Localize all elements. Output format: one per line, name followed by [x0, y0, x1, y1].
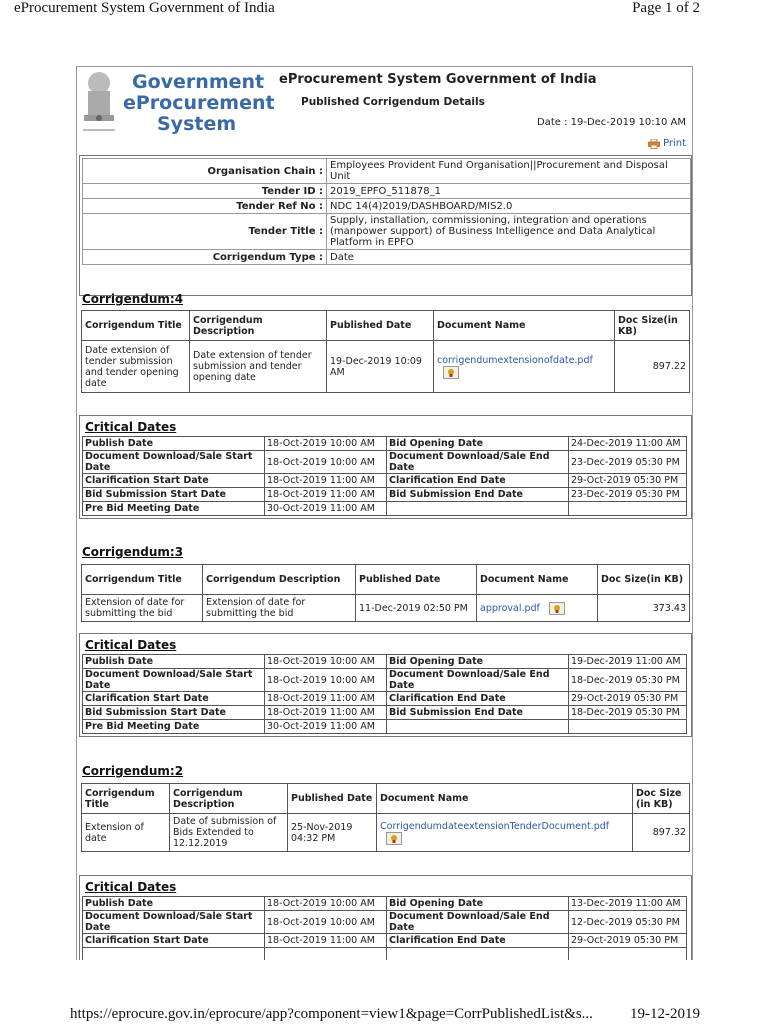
page-title: eProcurement System Government of India: [279, 72, 597, 87]
column-header: Doc Size(in KB): [615, 311, 690, 341]
critical-dates-table: [82, 654, 687, 734]
column-header: Document Name: [377, 784, 633, 814]
column-header: Corrigendum Title: [82, 311, 190, 341]
date-value: 18-Oct-2019 11:00 AM: [265, 934, 387, 948]
table-row: [83, 437, 687, 451]
critical-dates-table: [82, 436, 687, 516]
column-header: Corrigendum Title: [82, 784, 170, 814]
cell-title: Extension of date: [82, 814, 170, 852]
date-label: Pre Bid Meeting Date: [83, 502, 265, 516]
date-label: Document Download/Sale End Date: [387, 669, 569, 692]
cell-description: Date of submission of Bids Extended to 12.12.2019: [170, 814, 288, 852]
date-value: 18-Oct-2019 10:00 AM: [265, 437, 387, 451]
date-value: 18-Oct-2019 10:00 AM: [265, 451, 387, 474]
printer-icon: [648, 139, 660, 149]
cell-title: Date extension of tender submission and tender opening date: [82, 341, 190, 393]
table-row: [83, 451, 687, 474]
download-icon[interactable]: [386, 832, 402, 845]
info-value: 2019_EPFO_511878_1: [327, 184, 691, 199]
corrigendum-2-title: Corrigendum:2: [82, 764, 184, 778]
date-label: Bid Submission Start Date: [83, 488, 265, 502]
date-value: 23-Dec-2019 05:30 PM: [569, 488, 687, 502]
date-value: 13-Dec-2019 11:00 AM: [569, 897, 687, 911]
table-header-row: [82, 565, 690, 595]
table-row: [83, 655, 687, 669]
cell-document: [434, 341, 615, 393]
print-label: Print: [662, 138, 686, 149]
print-date: 19-12-2019: [630, 1006, 700, 1022]
cell-description: Date extension of tender submission and tender opening date: [190, 341, 327, 393]
column-header: Published Date: [327, 311, 434, 341]
column-header: Document Name: [477, 565, 598, 595]
current-date: Date : 19-Dec-2019 10:10 AM: [536, 117, 686, 128]
info-value: NDC 14(4)2019/DASHBOARD/MIS2.0: [327, 199, 691, 214]
date-label: Document Download/Sale End Date: [387, 911, 569, 934]
print-header: [0, 0, 770, 20]
column-header: Published Date: [288, 784, 377, 814]
critical-dates-title: Critical Dates: [85, 880, 177, 894]
critical-dates-3: [79, 633, 692, 737]
table-row: [83, 692, 687, 706]
date-value: 29-Oct-2019 05:30 PM: [569, 474, 687, 488]
info-label: Tender ID :: [83, 184, 327, 199]
date-value: 30-Oct-2019 11:00 AM: [265, 720, 387, 734]
date-label: Clarification End Date: [387, 934, 569, 948]
date-value: 18-Oct-2019 11:00 AM: [265, 706, 387, 720]
date-label: Bid Submission Start Date: [83, 706, 265, 720]
date-label: Document Download/Sale Start Date: [83, 669, 265, 692]
date-value: 30-Oct-2019 11:00 AM: [265, 502, 387, 516]
document-link[interactable]: CorrigendumdateextensionTenderDocument.pdf: [380, 820, 610, 832]
date-label: Bid Submission End Date: [387, 488, 569, 502]
table-row: [83, 706, 687, 720]
print-button[interactable]: [648, 138, 686, 149]
table-header-row: [82, 784, 690, 814]
cell-title: Extension of date for submitting the bid: [82, 595, 203, 622]
print-header-title: eProcurement System Government of India: [14, 0, 275, 16]
critical-dates-title: Critical Dates: [85, 638, 177, 652]
date-label: Bid Submission End Date: [387, 706, 569, 720]
tender-info-table: [82, 158, 691, 265]
corrigendum-4-title: Corrigendum:4: [82, 292, 184, 306]
info-row: [83, 159, 691, 184]
corrigendum-2-table: [81, 783, 690, 852]
column-header: Corrigendum Description: [170, 784, 288, 814]
date-value: 23-Dec-2019 05:30 PM: [569, 451, 687, 474]
date-label: Document Download/Sale Start Date: [83, 911, 265, 934]
cell-description: Extension of date for submitting the bid: [203, 595, 356, 622]
document-link[interactable]: approval.pdf: [480, 602, 540, 614]
date-value: 18-Oct-2019 10:00 AM: [265, 669, 387, 692]
date-value: [569, 502, 687, 516]
column-header: Document Name: [434, 311, 615, 341]
corrigendum-4-table: [81, 310, 690, 393]
tender-info-box: [79, 155, 692, 296]
critical-dates-table: [82, 896, 687, 960]
table-row: [83, 911, 687, 934]
date-value: 12-Dec-2019 05:30 PM: [569, 911, 687, 934]
date-label: [387, 502, 569, 516]
cell-published-date: 19-Dec-2019 10:09 AM: [327, 341, 434, 393]
table-row: [83, 948, 687, 961]
page-subtitle: Published Corrigendum Details: [301, 96, 485, 108]
table-row: [83, 720, 687, 734]
date-label: Bid Opening Date: [387, 897, 569, 911]
date-value: 29-Oct-2019 05:30 PM: [569, 692, 687, 706]
date-value: 29-Oct-2019 05:30 PM: [569, 934, 687, 948]
column-header: Corrigendum Description: [203, 565, 356, 595]
info-row: [83, 199, 691, 214]
info-value: Date: [327, 250, 691, 265]
date-label: [387, 720, 569, 734]
date-value: 18-Dec-2019 05:30 PM: [569, 706, 687, 720]
date-label: Publish Date: [83, 437, 265, 451]
table-row: [83, 502, 687, 516]
info-row: [83, 250, 691, 265]
cell-doc-size: 897.22: [615, 341, 690, 393]
cell-doc-size: 897.32: [633, 814, 690, 852]
column-header: Corrigendum Title: [82, 565, 203, 595]
column-header: Published Date: [356, 565, 477, 595]
critical-dates-title: Critical Dates: [85, 420, 177, 434]
table-row: [82, 341, 690, 393]
critical-dates-4: [79, 415, 692, 519]
site-logo[interactable]: [77, 67, 277, 147]
document-link[interactable]: corrigendumextensionofdate.pdf: [437, 354, 593, 366]
national-emblem-icon: [79, 69, 119, 139]
corrigendum-3-title: Corrigendum:3: [82, 545, 184, 559]
column-header: Doc Size(in KB): [598, 565, 690, 595]
info-row: [83, 184, 691, 199]
page-frame: [76, 66, 693, 960]
table-row: [83, 897, 687, 911]
page-number: Page 1 of 2: [632, 0, 700, 16]
cell-document: [377, 814, 633, 852]
logo-line-2: eProcurement: [123, 92, 275, 114]
date-label: Clarification Start Date: [83, 692, 265, 706]
table-row: [82, 595, 690, 622]
info-label: Tender Title :: [83, 214, 327, 250]
info-label: Organisation Chain :: [83, 159, 327, 184]
info-value: Supply, installation, commissioning, integration and operations (manpower support) of Business Intelligence and Data Analytical Platform in EPFO: [327, 214, 691, 250]
corrigendum-3-table: [81, 564, 690, 622]
date-label: Publish Date: [83, 897, 265, 911]
date-label: Clarification End Date: [387, 474, 569, 488]
date-label: Bid Opening Date: [387, 437, 569, 451]
table-row: [83, 669, 687, 692]
date-value: 18-Oct-2019 11:00 AM: [265, 488, 387, 502]
date-label: Clarification Start Date: [83, 934, 265, 948]
date-label: Clarification Start Date: [83, 474, 265, 488]
date-label: Clarification End Date: [387, 692, 569, 706]
date-value: 18-Oct-2019 11:00 AM: [265, 692, 387, 706]
cell-document: [477, 595, 598, 622]
table-row: [82, 814, 690, 852]
date-value: 18-Dec-2019 05:30 PM: [569, 669, 687, 692]
date-label: Document Download/Sale End Date: [387, 451, 569, 474]
logo-line-1: Government: [132, 71, 265, 93]
cell-doc-size: 373.43: [598, 595, 690, 622]
date-label: Document Download/Sale Start Date: [83, 451, 265, 474]
date-value: 18-Oct-2019 11:00 AM: [265, 474, 387, 488]
date-label: Bid Opening Date: [387, 655, 569, 669]
download-icon[interactable]: [549, 602, 565, 615]
table-row: [83, 488, 687, 502]
date-label: Pre Bid Meeting Date: [83, 720, 265, 734]
info-row: [83, 214, 691, 250]
logo-line-3: System: [157, 113, 237, 135]
column-header: Doc Size (in KB): [633, 784, 690, 814]
table-header-row: [82, 311, 690, 341]
date-value: 18-Oct-2019 10:00 AM: [265, 897, 387, 911]
info-value: Employees Provident Fund Organisation||Procurement and Disposal Unit: [327, 159, 691, 184]
download-icon[interactable]: [443, 366, 459, 379]
info-label: Tender Ref No :: [83, 199, 327, 214]
date-label: Publish Date: [83, 655, 265, 669]
cell-published-date: 25-Nov-2019 04:32 PM: [288, 814, 377, 852]
date-value: 18-Oct-2019 10:00 AM: [265, 655, 387, 669]
page-url: https://eprocure.gov.in/eprocure/app?component=view1&page=CorrPublishedList&s...: [70, 1006, 593, 1022]
info-label: Corrigendum Type :: [83, 250, 327, 265]
date-value: 18-Oct-2019 10:00 AM: [265, 911, 387, 934]
date-value: 19-Dec-2019 11:00 AM: [569, 655, 687, 669]
table-row: [83, 474, 687, 488]
date-value: 24-Dec-2019 11:00 AM: [569, 437, 687, 451]
date-value: [569, 720, 687, 734]
column-header: Corrigendum Description: [190, 311, 327, 341]
table-row: [83, 934, 687, 948]
cell-published-date: 11-Dec-2019 02:50 PM: [356, 595, 477, 622]
critical-dates-2: [79, 875, 692, 960]
